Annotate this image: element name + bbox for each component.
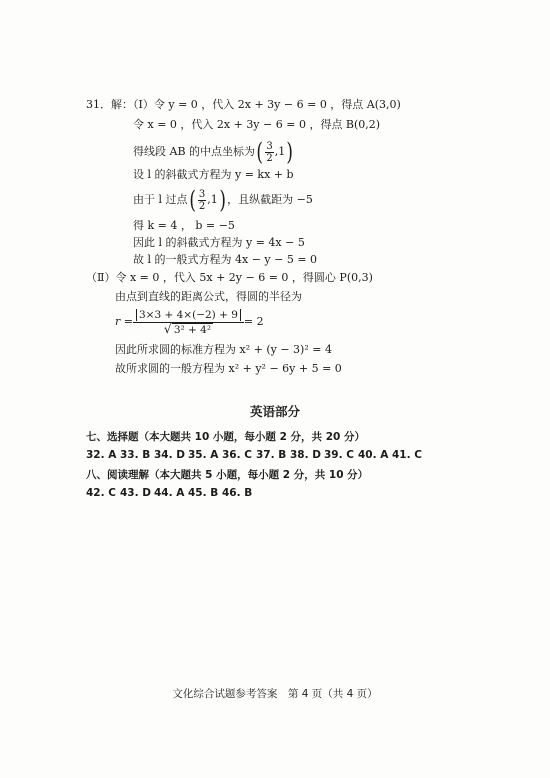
answer-item: 41. C [392,449,422,461]
part1-label: （Ⅰ） [133,98,154,111]
answer-item: 40. A [358,449,389,461]
answer-item: 38. D [290,449,321,461]
section-title: 英语部分 [249,404,300,419]
answer-item: 43. D [120,487,151,499]
fraction: $\frac{3}{2}$ [198,188,206,212]
passes-point-line: 由于 l 过点 ( $\frac{3}{2}$ ,1 ) ，且纵截距为 −5 [133,186,313,214]
fraction: $\frac{3}{2}$ [266,140,273,164]
answer-item: 39. C [324,449,354,461]
part8-answers [86,487,256,499]
distance-text: 由点到直线的距离公式，得圆的半径为 [115,290,302,303]
answer-item: 37. B [256,449,287,461]
answer-item: 32. A [86,449,117,461]
answer-item: 46. B [222,487,253,499]
answer-item: 33. B [120,449,151,461]
solution-step: ，且纵截距为 −5 [227,193,313,206]
q31-line-1 [86,98,401,112]
solution-step: 因此 l 的斜截式方程为 y = 4x − 5 [133,236,305,249]
solution-step: 令 y = 0 ，代入 2x + 3y − 6 = 0 ，得点 A(3,0) [153,98,401,111]
standard-equation: 因此所求圆的标准方程为 x² + (y − 3)² = 4 [115,343,332,356]
midpoint-line: 得线段 AB 的中点坐标为 ( $\frac{3}{2}$ ,1 ) [133,138,294,166]
solution-step: 设 l 的斜截式方程为 y = kx + b [133,168,294,181]
solution-step: 得 k = 4 ， b = −5 [133,219,235,232]
solution-step: 故 l 的一般式方程为 4x − y − 5 = 0 [133,253,318,266]
solution-step: 得线段 AB 的中点坐标为 [133,145,256,158]
solution-step: 由于 l 过点 [133,193,188,206]
solution-step: 令 x = 0 ，代入 2x + 3y − 6 = 0 ，得点 B(0,2) [133,118,381,131]
answer-item: 42. C [86,487,116,499]
part7-header: 七、选择题（本大题共 10 小题，每小题 2 分，共 20 分） [86,431,365,443]
part2-line: （Ⅱ）令 x = 0 ，代入 5x + 2y − 6 = 0 ，得圆心 P(0,3) [86,271,373,284]
radius-formula: r = 3×3 + 4×(−2) + 9 √ 3² + 4² = 2 [115,306,264,338]
radius-fraction: 3×3 + 4×(−2) + 9 √ 3² + 4² [133,308,244,337]
answer-item: 44. A [154,487,185,499]
q31-label: 31．解： [86,98,133,111]
answer-item: 36. C [222,449,252,461]
answer-item: 35. A [188,449,219,461]
general-equation: 故所求圆的一般方程为 x² + y² − 6y + 5 = 0 [115,362,342,375]
answer-item: 45. B [188,487,219,499]
answer-item: 34. D [154,449,185,461]
part7-answers [86,449,426,461]
part8-header: 八、阅读理解（本大题共 5 小题，每小题 2 分，共 10 分） [86,469,369,481]
page-footer: 文化综合试题参考答案 第 4 页（共 4 页） [172,688,378,700]
